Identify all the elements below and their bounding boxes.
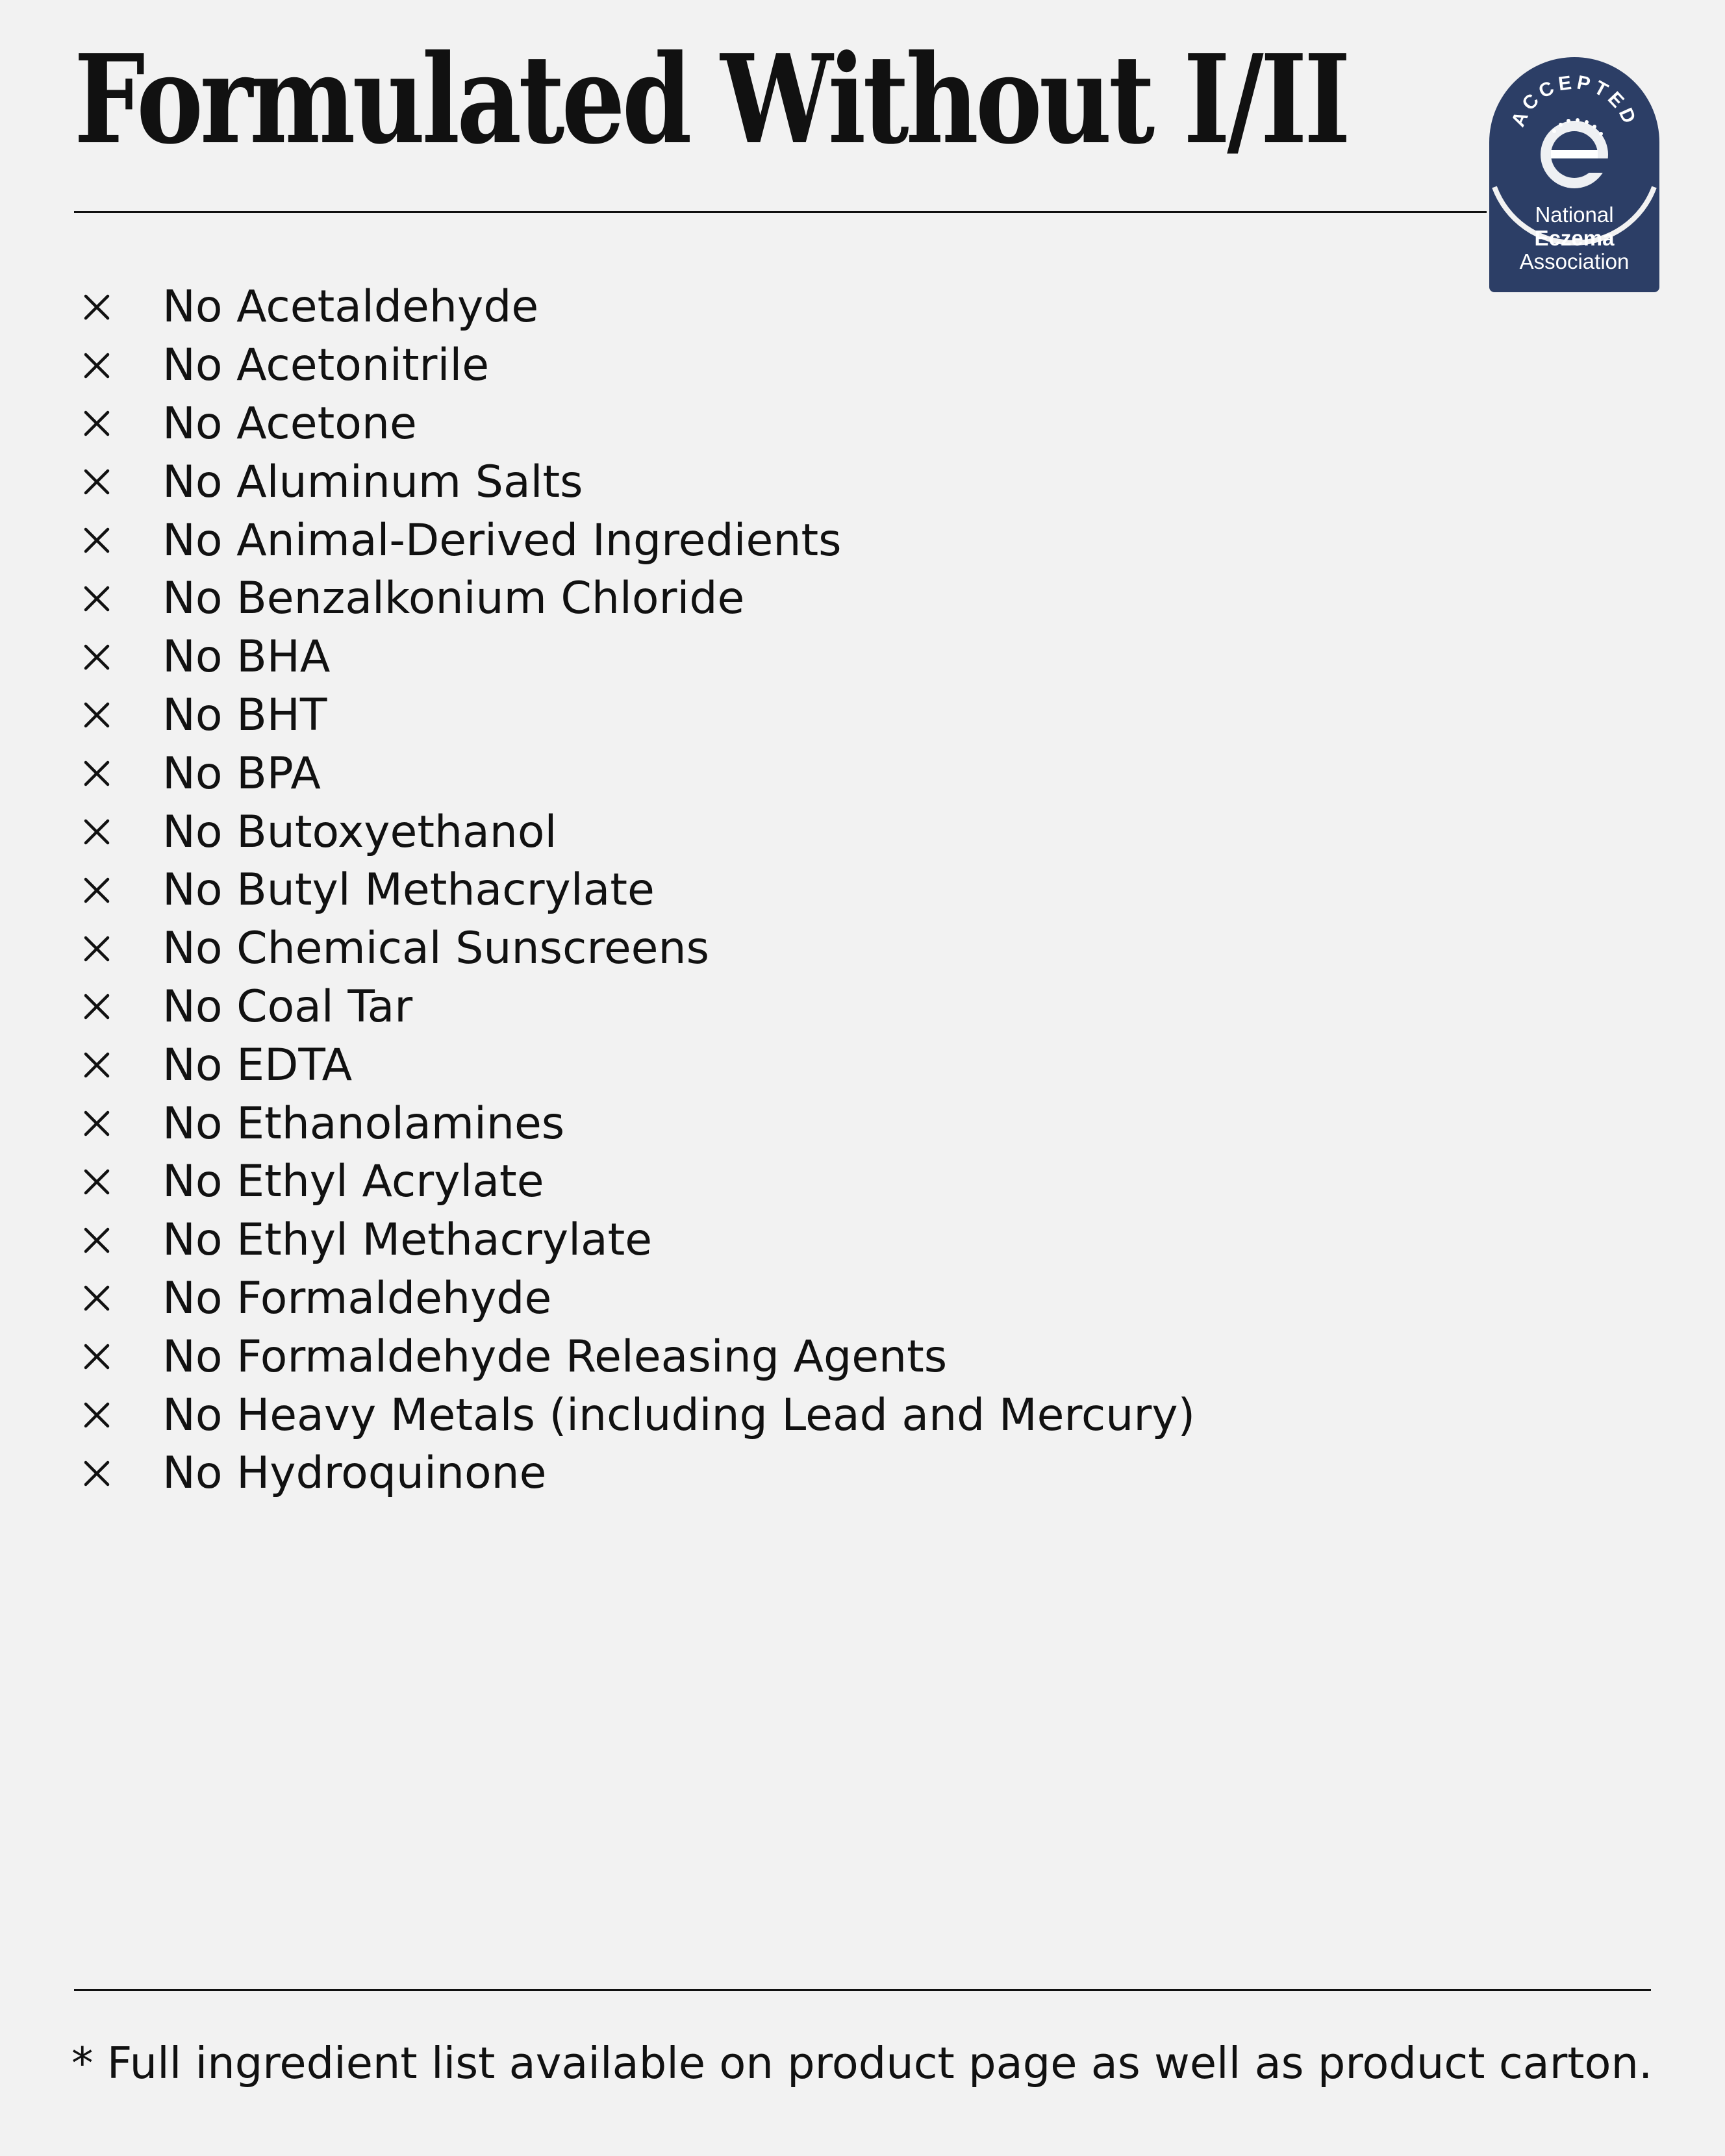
list-item xyxy=(74,1327,1195,1386)
title-divider xyxy=(74,211,1487,213)
nea-accepted-badge xyxy=(1489,57,1659,292)
list-item xyxy=(74,1386,1195,1444)
badge-line-association: Association xyxy=(1519,249,1630,273)
list-item-label: No Formaldehyde Releasing Agents xyxy=(162,1331,948,1383)
x-icon xyxy=(74,692,120,738)
list-item xyxy=(74,1153,1195,1211)
x-icon xyxy=(74,1218,120,1263)
list-item xyxy=(74,453,1195,511)
list-item-label: No BPA xyxy=(162,747,321,799)
list-item-label: No Ethyl Methacrylate xyxy=(162,1214,653,1266)
badge-label xyxy=(1489,203,1659,273)
list-item-label: No EDTA xyxy=(162,1039,353,1091)
badge-line-national: National xyxy=(1535,203,1614,227)
list-item xyxy=(74,1036,1195,1094)
x-icon xyxy=(74,1334,120,1379)
list-item-label: No BHA xyxy=(162,631,331,683)
list-item-label: No Chemical Sunscreens xyxy=(162,923,710,975)
x-icon xyxy=(74,1392,120,1438)
list-item xyxy=(74,744,1195,803)
list-item-label: No Ethanolamines xyxy=(162,1097,565,1149)
list-item xyxy=(74,803,1195,861)
list-item-label: No BHT xyxy=(162,689,327,741)
list-item-label: No Heavy Metals (including Lead and Mercury) xyxy=(162,1389,1196,1441)
x-icon xyxy=(74,809,120,855)
list-item-label: No Formaldehyde xyxy=(162,1272,552,1324)
x-icon xyxy=(74,868,120,913)
list-item-label: No Acetone xyxy=(162,397,417,449)
page-title: Formulated Without I/II xyxy=(74,28,1348,171)
list-item-label: No Benzalkonium Chloride xyxy=(162,573,745,625)
x-icon xyxy=(74,751,120,796)
list-item xyxy=(74,1094,1195,1153)
list-item xyxy=(74,1270,1195,1328)
x-icon xyxy=(74,634,120,680)
x-icon xyxy=(74,518,120,563)
list-item xyxy=(74,1444,1195,1503)
list-item xyxy=(74,336,1195,395)
svg-text:ACCEPTED: ACCEPTED xyxy=(1507,71,1642,131)
list-item xyxy=(74,511,1195,570)
x-icon xyxy=(74,343,120,388)
list-item-label: No Butoxyethanol xyxy=(162,806,557,858)
excluded-ingredients-list xyxy=(74,278,1195,1503)
list-item xyxy=(74,395,1195,453)
x-icon xyxy=(74,1451,120,1496)
footnote: * Full ingredient list available on product page as well as product carton. xyxy=(71,2038,1653,2088)
x-icon xyxy=(74,1275,120,1321)
list-item-label: No Acetaldehyde xyxy=(162,281,539,333)
list-item xyxy=(74,978,1195,1036)
list-item xyxy=(74,861,1195,920)
list-item xyxy=(74,686,1195,745)
x-icon xyxy=(74,576,120,621)
x-icon xyxy=(74,459,120,505)
list-item-label: No Hydroquinone xyxy=(162,1448,547,1499)
list-item-label: No Acetonitrile xyxy=(162,340,490,392)
list-item-label: No Butyl Methacrylate xyxy=(162,864,655,916)
list-item xyxy=(74,628,1195,686)
x-icon xyxy=(74,284,120,330)
x-icon xyxy=(74,1159,120,1205)
list-item-label: No Animal-Derived Ingredients xyxy=(162,514,842,566)
x-icon xyxy=(74,1101,120,1146)
x-icon xyxy=(74,984,120,1029)
list-item-label: No Coal Tar xyxy=(162,981,413,1033)
list-item xyxy=(74,1211,1195,1270)
badge-line-eczema: Eczema xyxy=(1534,226,1615,250)
footer-divider xyxy=(74,1989,1651,1991)
x-icon xyxy=(74,401,120,446)
list-item-label: No Ethyl Acrylate xyxy=(162,1156,544,1208)
x-icon xyxy=(74,1042,120,1088)
list-item xyxy=(74,278,1195,336)
list-item xyxy=(74,570,1195,628)
list-item xyxy=(74,920,1195,978)
list-item-label: No Aluminum Salts xyxy=(162,456,583,508)
x-icon xyxy=(74,926,120,971)
